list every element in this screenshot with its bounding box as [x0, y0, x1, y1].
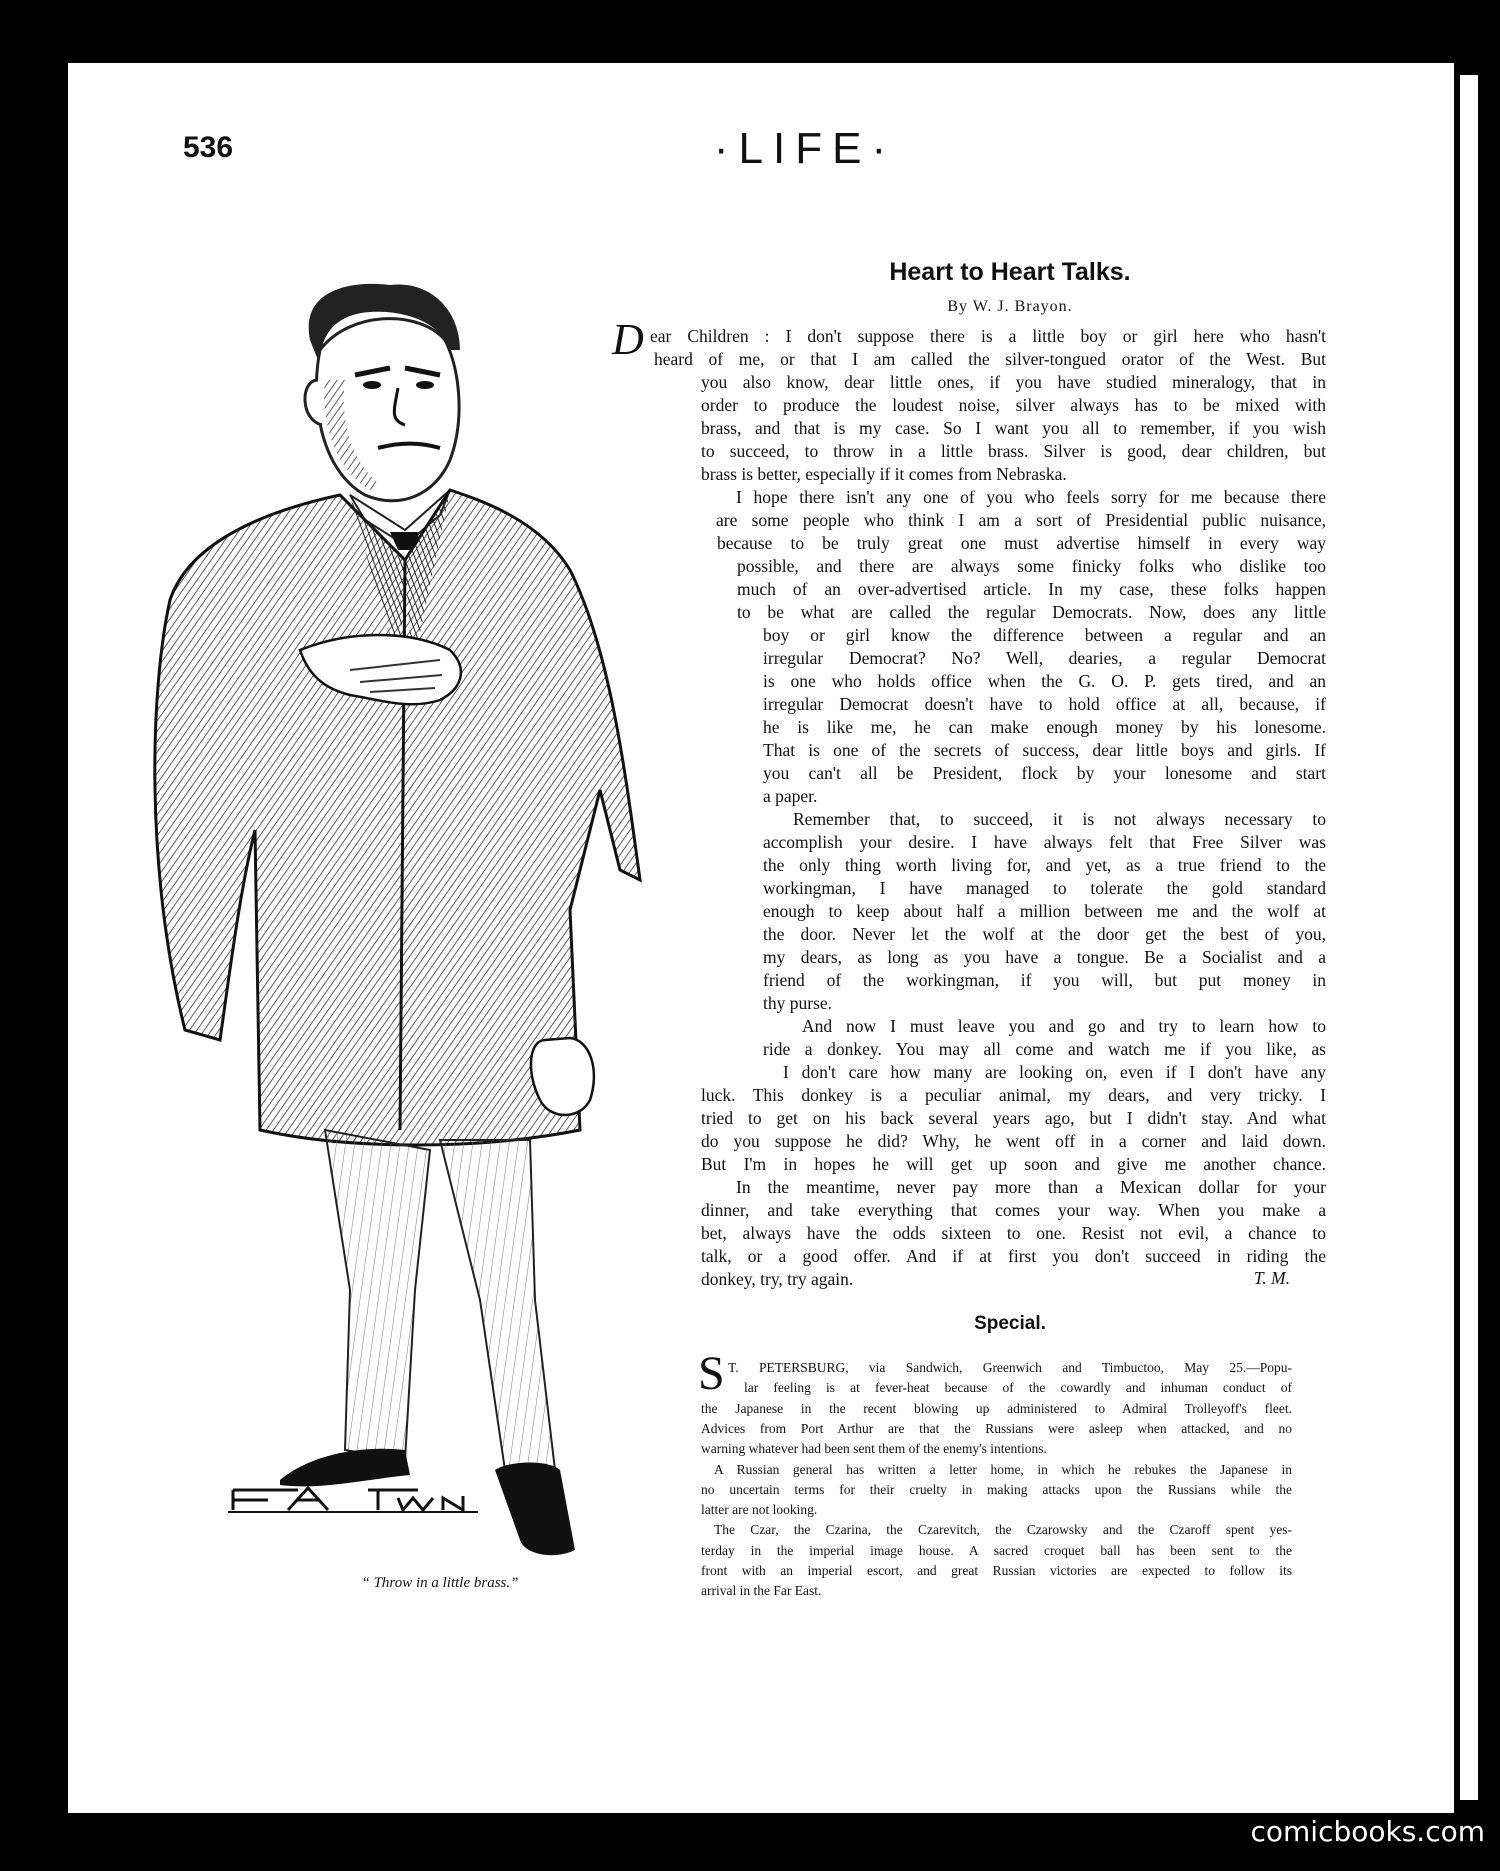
article-line: tried to get on his back several years ago, but I didn't stay. And what	[701, 1108, 1326, 1128]
article-line: ear Children : I don't suppose there is a little boy or girl here who hasn't	[650, 326, 1326, 346]
special-drop-cap: S	[698, 1347, 725, 1400]
article-line: And now I must leave you and go and try to learn how to	[802, 1016, 1326, 1036]
article-line: brass is better, especially if it comes from Nebraska.	[701, 464, 1067, 484]
special-line: T. PETERSBURG, via Sandwich, Greenwich and Timbuctoo, May 25.—Popu-	[728, 1360, 1292, 1375]
special-line: terday in the imperial image house. A sacred croquet ball has been sent to the	[701, 1542, 1292, 1558]
special-line: the Japanese in the recent blowing up administered to Admiral Trolleyoff's fleet.	[701, 1400, 1292, 1416]
page-number: 536	[183, 131, 234, 164]
article-line: workingman, I have managed to tolerate the gold standard	[763, 878, 1326, 898]
special-line: warning whatever had been sent them of the enemy's intentions.	[701, 1441, 1047, 1457]
article-line: the only thing worth living for, and yet, as a true friend to the	[763, 855, 1326, 875]
article-line: irregular Democrat doesn't have to hold office at all, because, if	[763, 694, 1326, 714]
watermark: comicbooks.com	[1250, 1815, 1485, 1848]
special-line: The Czar, the Czarina, the Czarevitch, the Czarowsky and the Czaroff spent yes-	[714, 1522, 1292, 1538]
article-line: heard of me, or that I am called the silver-tongued orator of the West. But	[654, 349, 1326, 369]
article-line: I don't care how many are looking on, even if I don't have any	[783, 1062, 1326, 1082]
article-line: possible, and there are always some finicky folks who dislike too	[737, 556, 1326, 576]
article-line: to succeed, to throw in a little brass. Silver is good, dear children, but	[701, 441, 1326, 461]
article-line: friend of the workingman, if you will, but put money in	[763, 970, 1326, 990]
article-line: because to be truly great one must advertise himself in every way	[717, 533, 1326, 553]
article-line: Remember that, to succeed, it is not always necessary to	[793, 809, 1326, 829]
article-line: order to produce the loudest noise, silver always has to be mixed with	[701, 395, 1326, 415]
article-line: are some people who think I am a sort of Presidential public nuisance,	[716, 510, 1326, 530]
article-line: you also know, dear little ones, if you have studied mineralogy, that in	[701, 372, 1326, 392]
signature-mark	[228, 1482, 488, 1516]
article-line: a paper.	[763, 786, 818, 806]
article-line: do you suppose he did? Why, he went off in a corner and laid down.	[701, 1131, 1326, 1151]
illustration-caption: “ Throw in a little brass.”	[361, 1575, 519, 1591]
article-line: bet, always have the odds sixteen to one. Resist not evil, a chance to	[701, 1223, 1326, 1243]
article-line: talk, or a good offer. And if at first you don't succeed in riding the	[701, 1246, 1326, 1266]
special-title: Special.	[974, 1313, 1046, 1334]
special-line: front with an imperial escort, and great Russian victories are expected to follow its	[701, 1563, 1292, 1578]
article-line: irregular Democrat? No? Well, dearies, a regular Democrat	[763, 648, 1326, 668]
article-line: he is like me, he can make enough money by his lonesome.	[763, 717, 1326, 737]
article-line: is one who holds office when the G. O. P. gets tired, and an	[763, 671, 1326, 691]
article-signoff: T. M.	[1253, 1268, 1290, 1288]
article-title: Heart to Heart Talks.	[889, 258, 1131, 286]
special-line: A Russian general has written a letter home, in which he rebukes the Japanese in	[714, 1461, 1292, 1477]
article-line: thy purse.	[763, 993, 833, 1013]
artist-signature	[228, 1482, 488, 1516]
article-line: donkey, try, try again.	[701, 1269, 854, 1289]
special-line: latter are not looking.	[701, 1502, 818, 1518]
article-line: brass, and that is my case. So I want you all to remember, if you wish	[701, 418, 1326, 438]
article-line: enough to keep about half a million between me and the wolf at	[763, 901, 1326, 921]
article-line: dinner, and take everything that comes your way. When you make a	[701, 1200, 1326, 1220]
article-line: the door. Never let the wolf at the door get the best of you,	[763, 924, 1326, 944]
article-line: In the meantime, never pay more than a Mexican dollar for your	[736, 1177, 1326, 1197]
caricature-illustration	[150, 270, 730, 1580]
special-line: no uncertain terms for their cruelty in making attacks upon the Russians while the	[701, 1481, 1292, 1497]
article-line: ride a donkey. You may all come and watch me if you like, as	[763, 1039, 1326, 1059]
article-line: I hope there isn't any one of you who feels sorry for me because there	[736, 487, 1326, 507]
special-line: arrival in the Far East.	[701, 1583, 822, 1599]
special-line: lar feeling is at fever-heat because of the cowardly and inhuman conduct of	[744, 1380, 1292, 1396]
article-line: But I'm in hopes he will get up soon and give me another chance.	[701, 1154, 1326, 1174]
article-line: boy or girl know the difference between a regular and an	[763, 625, 1326, 645]
article-line: to be what are called the regular Democrats. Now, does any little	[737, 602, 1326, 622]
facing-page-edge	[1457, 75, 1478, 1800]
masthead: ·LIFE·	[713, 124, 897, 173]
article-byline: By W. J. Brayon.	[947, 298, 1073, 315]
article-line: That is one of the secrets of success, dear little boys and girls. If	[763, 740, 1326, 760]
article-line: you can't all be President, flock by your lonesome and start	[763, 763, 1326, 783]
article-drop-cap: D	[612, 315, 644, 364]
article-line: much of an over-advertised article. In my case, these folks happen	[737, 579, 1326, 599]
article-line: accomplish your desire. I have always felt that Free Silver was	[763, 832, 1326, 852]
article-line: my dears, as long as you have a tongue. Be a Socialist and a	[763, 947, 1326, 967]
special-line: Advices from Port Arthur are that the Russians were asleep when attacked, and no	[701, 1420, 1292, 1436]
article-line: luck. This donkey is a peculiar animal, my dears, and very tricky. I	[701, 1085, 1326, 1105]
